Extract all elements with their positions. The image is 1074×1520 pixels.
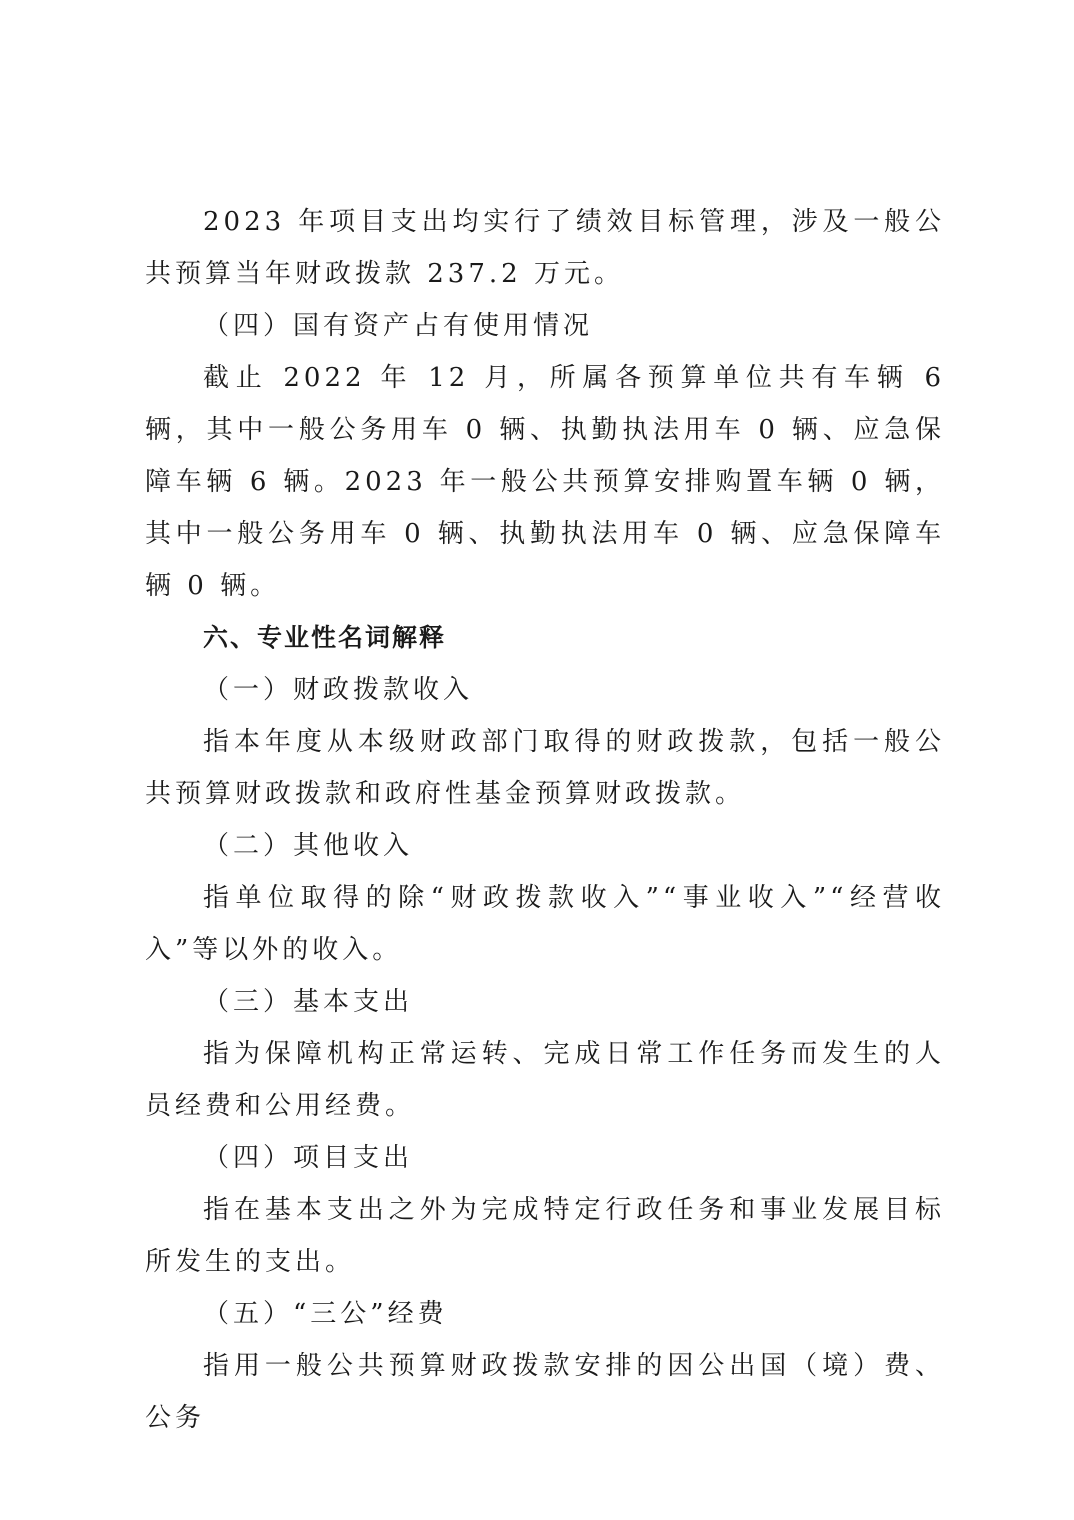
subheading-state-assets: （四）国有资产占有使用情况 [203, 311, 594, 341]
subheading-basic-expenditure: （三）基本支出 [203, 987, 414, 1017]
subheading-other-income: （二）其他收入 [203, 831, 414, 861]
paragraph-performance-management: 2023 年项目支出均实行了绩效目标管理，涉及一般公共预算当年财政拨款 237.2 万元。 [145, 207, 945, 289]
document-body [145, 196, 945, 1444]
paragraph-vehicles: 截止 2022 年 12 月，所属各预算单位共有车辆 6 辆，其中一般公务用车 0 辆、执勤执法用车 0 辆、应急保障车辆 6 辆。2023 年一般公共预算安排购置车辆 0 辆，其中一般公务用车 0 辆、执勤执法用车 0 辆、应急保障车辆 0 辆。 [145, 363, 945, 601]
subheading-project-expenditure: （四）项目支出 [203, 1143, 414, 1173]
subheading-three-public-expenses: （五）“三公”经费 [203, 1299, 448, 1329]
paragraph-basic-expenditure: 指为保障机构正常运转、完成日常工作任务而发生的人员经费和公用经费。 [145, 1039, 945, 1121]
paragraph-other-income: 指单位取得的除“财政拨款收入”“事业收入”“经营收入”等以外的收入。 [145, 883, 945, 965]
paragraph-project-expenditure: 指在基本支出之外为完成特定行政任务和事业发展目标所发生的支出。 [145, 1195, 945, 1277]
subheading-fiscal-appropriation-income: （一）财政拨款收入 [203, 675, 474, 705]
paragraph-fiscal-appropriation-income: 指本年度从本级财政部门取得的财政拨款，包括一般公共预算财政拨款和政府性基金预算财政拨款。 [145, 727, 945, 809]
section-heading-terms: 六、专业性名词解释 [203, 623, 447, 652]
paragraph-three-public-expenses: 指用一般公共预算财政拨款安排的因公出国（境）费、公务 [145, 1351, 945, 1433]
